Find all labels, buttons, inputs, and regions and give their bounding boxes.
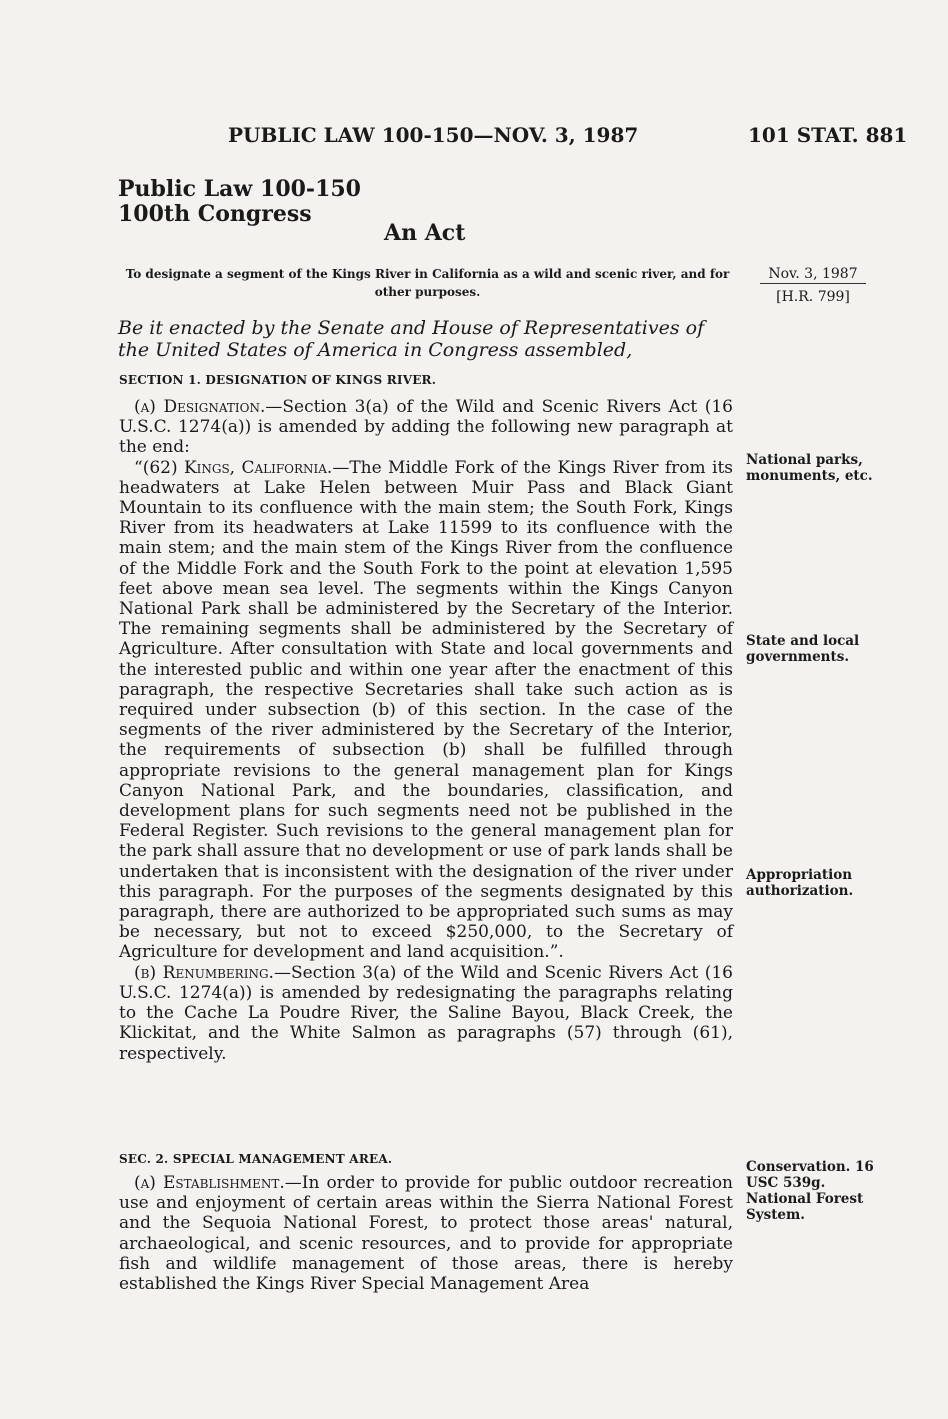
margin-note-conservation: Conservation. 16 USC 539g. National Forest System.: [746, 1159, 874, 1223]
section-1-body: [119, 397, 733, 1145]
section-2-subsection-a-label: (a) Establishment.: [134, 1173, 285, 1193]
subsection-b-text: —Section 3(a) of the Wild and Scenic Rivers Act (16 U.S.C. 1274(a)) is amended by redesignating the paragraphs relating to the Cache La Poudre River, the Saline Bayou, Black Creek, the Klickitat, and the White Salmon as paragraphs (57) through (61), respectively.: [119, 962, 733, 1064]
subsection-b: [119, 963, 733, 1064]
act-purpose: To designate a segment of the Kings River in California as a wild and scenic river, and for other purposes.: [125, 267, 730, 299]
running-header-title: PUBLIC LAW 100-150—NOV. 3, 1987: [228, 123, 639, 147]
paragraph-62: [119, 458, 733, 963]
section-1-heading: SECTION 1. DESIGNATION OF KINGS RIVER.: [119, 373, 437, 387]
section-2-heading: SEC. 2. SPECIAL MANAGEMENT AREA.: [119, 1152, 393, 1166]
subsection-a-text: —Section 3(a) of the Wild and Scenic Rivers Act (16 U.S.C. 1274(a)) is amended by adding the following new paragraph at the end:: [119, 397, 733, 458]
subsection-a-label: (a) Designation.: [134, 397, 266, 417]
subsection-a: [119, 397, 733, 458]
margin-note-state-local: State and local governments.: [746, 633, 860, 665]
margin-note-appropriation: Appropriation authorization.: [746, 867, 854, 899]
margin-date: Nov. 3, 1987: [760, 266, 866, 284]
subsection-b-label: (b) Renumbering.: [134, 962, 274, 983]
margin-note-national-parks: National parks, monuments, etc.: [746, 452, 873, 484]
public-law-number: Public Law 100-150: [118, 176, 361, 202]
act-title: An Act: [384, 220, 466, 246]
statute-page-number: 101 STAT. 881: [748, 123, 908, 147]
section-2-subsection-a: [119, 1173, 733, 1294]
paragraph-62-label: “(62) Kings, California.: [134, 457, 333, 478]
section-2-subsection-a-text: —In order to provide for public outdoor recreation use and enjoyment of certain areas within the Sierra National Forest and the Sequoia National Forest, to protect those areas' natural, archaeological, and scenic resources, and to provide for appropriate fish and wildlife management of those areas, there is hereby established the Kings River Special Management Area: [119, 1173, 733, 1295]
section-2-body: [119, 1173, 733, 1295]
congress-label: 100th Congress: [118, 201, 312, 227]
paragraph-62-text: —The Middle Fork of the Kings River from its headwaters at Lake Helen between Muir Pass and Black Giant Mountain to its confluence with the main stem; the South Fork, Kings River from its headwaters at Lake 11599 to its confluence with the main stem; and the main stem of the Kings River from the confluence of the Middle Fork and the South Fork to the point at elevation 1,595 feet above mean sea level. The segments within the Kings Canyon National Park shall be administered by the Secretary of the Interior. The remaining segments shall be administered by the Secretary of Agriculture. After consultation with State and local governments and the interested public and within one year after the enactment of this paragraph, the respective Secretaries shall take such action as is required under subsection (b) of this section. In the case of the segments of the river administered by the Secretary of the Interior, the requirements of subsection (b) shall be fulfilled through appropriate revisions to the general management plan for Kings Canyon National Park, and the boundaries, classification, and development plans for such segments need not be published in the Federal Register. Such revisions to the general management plan for the park shall assure that no development or use of park lands shall be undertaken that is inconsistent with the designation of the river under this paragraph. For the purposes of the segments designated by this paragraph, there are authorized to be appropriated such sums as may be necessary, but not to exceed $250,000, to the Secretary of Agriculture for development and land acquisition.”.: [119, 457, 733, 963]
margin-bill-number: [H.R. 799]: [776, 289, 850, 305]
enacting-clause: Be it enacted by the Senate and House of Representatives of the United States of America in Congress assembled,: [118, 317, 705, 361]
